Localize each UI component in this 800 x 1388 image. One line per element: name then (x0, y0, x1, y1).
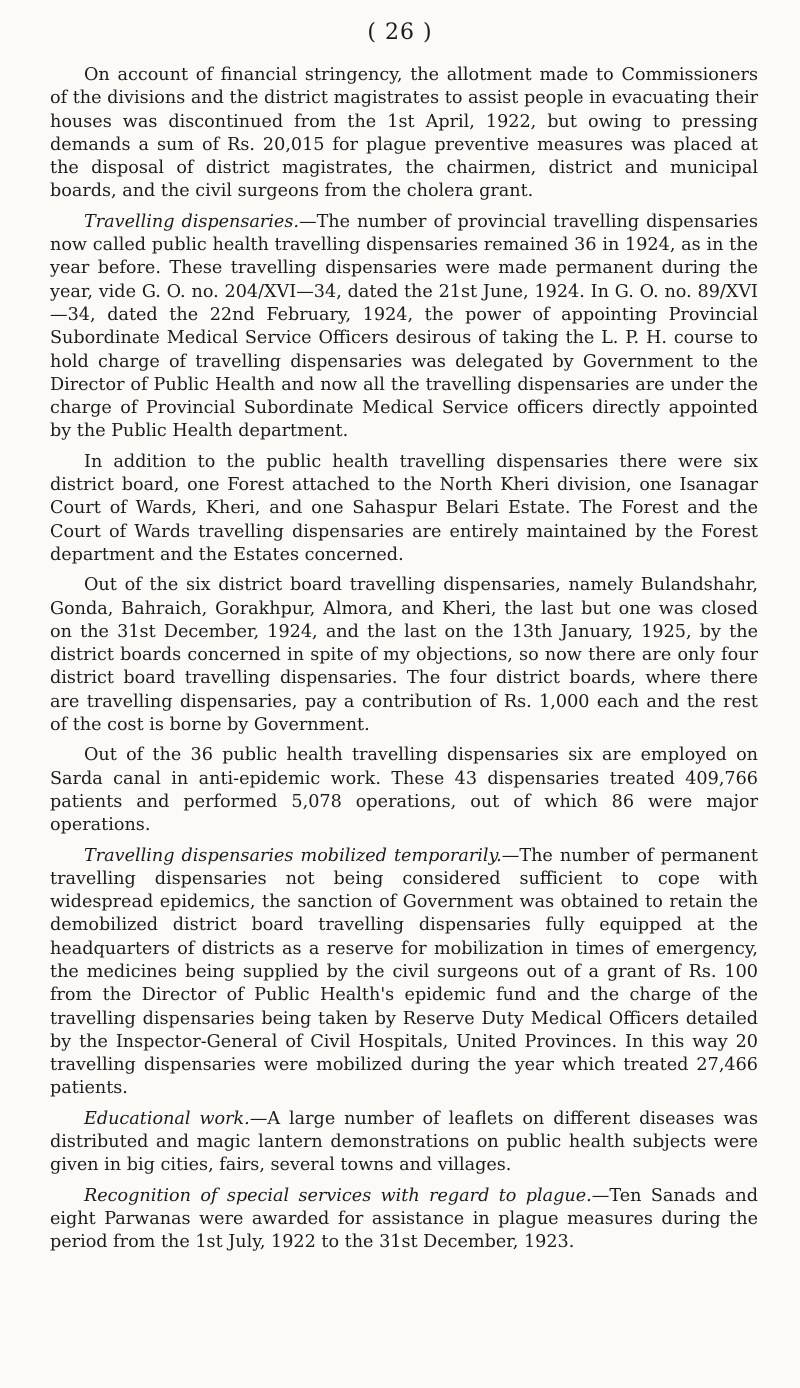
paragraph-text: —A large number of leaflets on different diseases was distributed and magic lantern demonstrations on public health subjects were given in big cities, fairs, several towns and villages. (50, 1108, 758, 1176)
section-heading: Recognition of special services with regard to plague. (84, 1185, 592, 1206)
paragraph-text: In addition to the public health travelling dispensaries there were six district board, one Forest attached to the North Kheri division, one Isanagar Court of Wards, Kheri, and one Sahaspur Belari Estate. The Forest and the Court of Wards travelling dispensaries are entirely maintained by the Forest department and the Estates concerned. (50, 451, 758, 565)
paragraph (50, 574, 758, 737)
paragraph (50, 64, 758, 204)
paragraph (50, 1108, 758, 1178)
section-heading: Travelling dispensaries. (84, 211, 299, 232)
paragraph-text: Out of the 36 public health travelling dispensaries six are employed on Sarda canal in anti-epidemic work. These 43 dispensaries treated 409,766 patients and performed 5,078 operations, out of which 86 were major operations. (50, 745, 758, 836)
page-number: ( 26 ) (367, 20, 433, 45)
section-heading: Travelling dispensaries mobilized temporarily. (84, 845, 502, 866)
paragraph-text: Out of the six district board travelling dispensaries, namely Bulandshahr, Gonda, Bahraich, Gorakhpur, Almora, and Kheri, the last but one was closed on the 31st December, 1924, and the last on the 13th January, 1925, by the district boards concerned in spite of my objections, so now there are only four district board travelling dispensaries. The four district boards, where there are travelling dispensaries, pay a contribution of Rs. 1,000 each and the rest of the cost is borne by Government. (50, 575, 758, 736)
paragraph (50, 1185, 758, 1255)
paragraph (50, 845, 758, 1101)
section-heading: Educational work. (84, 1108, 250, 1129)
paragraph-text: —The number of permanent travelling dispensaries not being considered sufficient to cope with widespread epidemics, the sanction of Government was obtained to retain the demobilized district board travelling dispensaries fully equipped at the headquarters of districts as a reserve for mobilization in times of emergency, the medicines being supplied by the civil surgeons out of a grant of Rs. 100 from the Director of Public Health's epidemic fund and the charge of the travelling dispensaries being taken by Reserve Duty Medical Officers detailed by the Inspector-General of Civil Hospitals, United Provinces. In this way 20 travelling dispensaries were mobilized during the year which treated 27,466 patients. (50, 845, 758, 1099)
body-text (50, 64, 758, 1262)
paragraph (50, 744, 758, 837)
paragraph (50, 211, 758, 444)
paragraph (50, 451, 758, 567)
paragraph-text: —The number of provincial travelling dispensaries now called public health travelling dispensaries remained 36 in 1924, as in the year before. These travelling dispensaries were made permanent during the year, vide G. O. no. 204/XVI—34, dated the 21st June, 1924. In G. O. no. 89/XVI—34, dated the 22nd February, 1924, the power of appointing Provincial Subordinate Medical Service Officers desirous of taking the L. P. H. course to hold charge of travelling dispensaries was delegated by Government to the Director of Public Health and now all the travelling dispensaries are under the charge of Provincial Subordinate Medical Service officers directly appointed by the Public Health department. (50, 211, 758, 442)
paragraph-text: —Ten Sanads and eight Parwanas were awarded for assistance in plague measures during the period from the 1st July, 1922 to the 31st December, 1923. (50, 1185, 758, 1253)
paragraph-text: On account of financial stringency, the allotment made to Commissioners of the divisions and the district magistrates to assist people in evacuating their houses was discontinued from the 1st April, 1922, but owing to pressing demands a sum of Rs. 20,015 for plague preventive measures was placed at the disposal of district magistrates, the chairmen, district and municipal boards, and the civil surgeons from the cholera grant. (50, 65, 758, 202)
